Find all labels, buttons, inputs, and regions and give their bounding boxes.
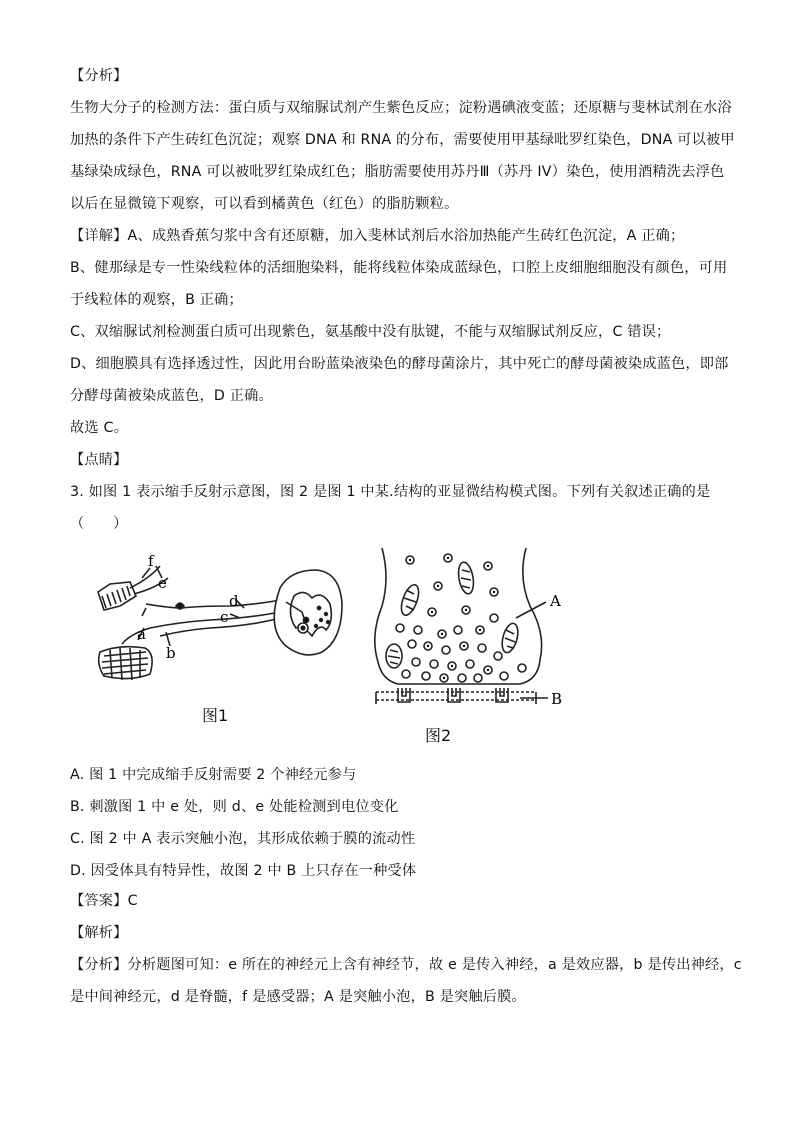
analysis-header: 【分析】 xyxy=(70,68,128,84)
analysis-line-2: 加热的条件下产生砖红色沉淀；观察 DNA 和 RNA 的分布，需要使用甲基绿吡罗红染色，DNA 可以被甲 xyxy=(70,132,735,148)
analysis-line-4: 以后在显微镜下观察，可以看到橘黄色（红色）的脂肪颗粒。 xyxy=(70,196,459,212)
detail-line-2: B、健那绿是专一性染线粒体的活细胞染料，能将线粒体染成蓝绿色，口腔上皮细胞细胞没有颜色，可用 xyxy=(70,260,728,276)
ganglion xyxy=(176,603,184,609)
fig2-label-A: A xyxy=(550,592,561,610)
option-c: C. 图 2 中 A 表示突触小泡，其形成依赖于膜的流动性 xyxy=(70,831,416,847)
fig1-label-b: b xyxy=(166,644,176,662)
comment-header: 【点睛】 xyxy=(70,452,128,468)
question-stem: 3. 如图 1 表示缩手反射示意图，图 2 是图 1 中某.结构的亚显微结构模式图。下列有关叙述正确的是 xyxy=(70,484,711,500)
postsynaptic-membrane xyxy=(376,688,536,704)
detail-line-3: 于线粒体的观察，B 正确； xyxy=(70,292,243,308)
fig2-label-B: B xyxy=(551,690,563,708)
synaptic-vesicles xyxy=(396,554,526,682)
analysis-line-1: 生物大分子的检测方法：蛋白质与双缩脲试剂产生紫色反应；淀粉遇碘液变蓝；还原糖与斐林试剂在水浴 xyxy=(70,100,732,116)
detail-line-5: D、细胞膜具有选择透过性，因此用台盼蓝染液染色的酵母菌涂片，其中死亡的酵母菌被染成蓝色，即部 xyxy=(70,356,729,372)
answer-label: 【答案】 xyxy=(70,893,128,909)
detail-choose: 故选 C。 xyxy=(70,420,128,436)
detail-line-1: 【详解】A、成熟香蕉匀浆中含有还原糖，加入斐林试剂后水浴加热能产生砖红色沉淀，A 正确； xyxy=(70,228,685,244)
analysis-line-3: 基绿染成绿色，RNA 可以被吡罗红染成红色；脂肪需要使用苏丹Ⅲ（苏丹 IV）染色，使用酒精洗去浮色 xyxy=(70,164,725,180)
question-blank: （ ） xyxy=(70,516,128,532)
detail-line-4: C、双缩脲试剂检测蛋白质可出现紫色，氨基酸中没有肽键，不能与双缩脲试剂反应，C 错误； xyxy=(70,324,671,340)
receptor-skin-block xyxy=(98,582,136,610)
explanation-header: 【解析】 xyxy=(70,925,128,941)
spinal-cord xyxy=(274,570,342,655)
detail-line-6: 分酵母菌被染成蓝色，D 正确。 xyxy=(70,388,273,404)
fig1-label-f: f xyxy=(148,552,154,570)
explanation-line-1: 【分析】分析题图可知：e 所在的神经元上含有神经节，故 e 是传入神经，a 是效应器，b 是传出神经，c xyxy=(70,957,742,973)
figure-1-reflex-arc xyxy=(90,548,345,698)
fig1-label-c: c xyxy=(220,608,229,626)
answer-line xyxy=(70,890,138,910)
figure-1-caption: 图1 xyxy=(202,706,229,725)
fig1-label-d: d xyxy=(229,592,239,610)
option-b: B. 刺激图 1 中 e 处，则 d、e 处能检测到电位变化 xyxy=(70,799,399,815)
effector-muscle xyxy=(99,647,152,680)
option-a: A. 图 1 中完成缩手反射需要 2 个神经元参与 xyxy=(70,767,357,783)
fig1-label-a: a xyxy=(137,625,146,643)
explanation-line-2: 是中间神经元，d 是脊髓，f 是感受器；A 是突触小泡，B 是突触后膜。 xyxy=(70,989,526,1005)
option-d: D. 因受体具有特异性，故图 2 中 B 上只存在一种受体 xyxy=(70,863,417,879)
figure-2-caption: 图2 xyxy=(425,726,452,745)
fig1-label-e: e xyxy=(158,574,167,592)
answer-value: C xyxy=(127,893,138,909)
figure-2-synapse xyxy=(370,548,580,720)
